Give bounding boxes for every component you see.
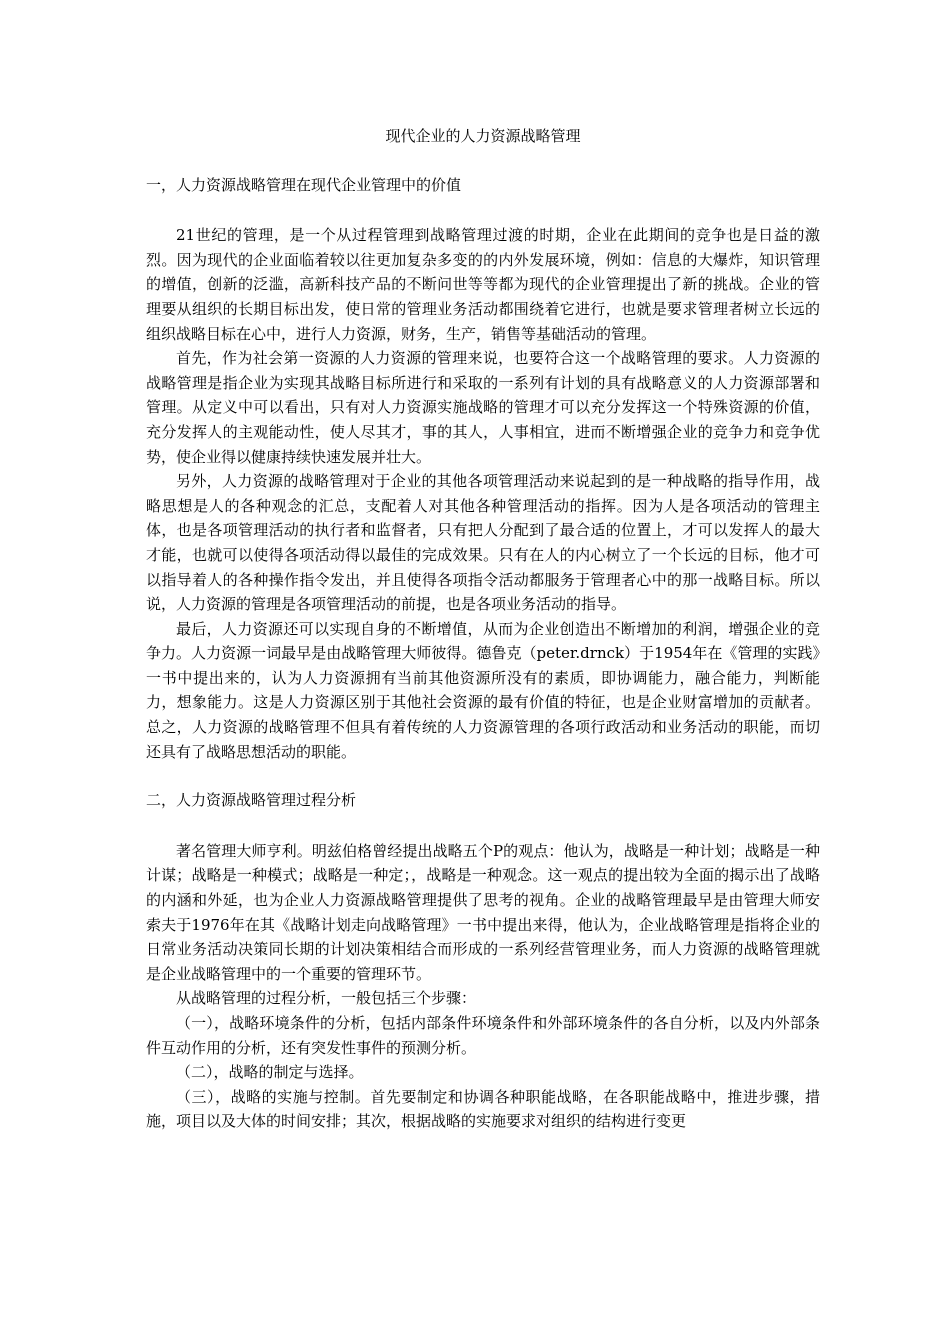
section-heading-1: 一，人力资源战略管理在现代企业管理中的价值: [146, 175, 462, 194]
paragraph: 首先，作为社会第一资源的人力资源的管理来说，也要符合这一个战略管理的要求。人力资源的战略管理是指企业为实现其战略目标所进行和采取的一系列有计划的具有战略意义的人力资源部署和管理。从定义中可以看出，只有对人力资源实施战略的管理才可以充分发挥这一个特殊资源的价值，充分发挥人的主观能动性，使人尽其才，事的其人，人事相宜，进而不断增强企业的竞争力和竞争优势，使企业得以健康持续快速发展并壮大。: [146, 349, 820, 466]
document-body: [146, 124, 820, 1134]
list-item: （一），战略环境条件的分析，包括内部条件环境条件和外部环境条件的各自分析，以及内外部条件互动作用的分析，还有突发性事件的预测分析。: [146, 1014, 820, 1057]
section-heading-2: 二，人力资源战略管理过程分析: [146, 791, 357, 810]
document-title: 现代企业的人力资源战略管理: [385, 127, 581, 145]
paragraph: 最后，人力资源还可以实现自身的不断增值，从而为企业创造出不断增加的利润，增强企业的竞争力。人力资源一词最早是由战略管理大师彼得。德鲁克（peter.drnck）于1954年在《管理的实践》一书中提出来的，认为人力资源拥有当前其他资源所没有的素质，即协调能力，融合能力，判断能力，想象能力。这是人力资源区别于其他社会资源的最有价值的特征，也是企业财富增加的贡献者。总之，人力资源的战略管理不但具有着传统的人力资源管理的各项行政活动和业务活动的职能，而切还具有了战略思想活动的职能。: [146, 619, 820, 761]
paragraph: 从战略管理的过程分析，一般包括三个步骤：: [176, 989, 477, 1008]
paragraph: 另外，人力资源的战略管理对于企业的其他各项管理活动来说起到的是一种战略的指导作用，战略思想是人的各种观念的汇总，支配着人对其他各种管理活动的指挥。因为人是各项活动的管理主体，也是各项管理活动的执行者和监督者，只有把人分配到了最合适的位置上，才可以发挥人的最大才能，也就可以使得各项活动得以最佳的完成效果。只有在人的内心树立了一个长远的目标，他才可以指导着人的各种操作指令发出，并且使得各项指令活动都服务于管理者心中的那一战略目标。所以说，人力资源的管理是各项管理活动的前提，也是各项业务活动的指导。: [146, 472, 820, 614]
paragraph: 著名管理大师亨利。明兹伯格曾经提出战略五个P的观点：他认为，战略是一种计划；战略是一种计谋；战略是一种模式；战略是一种定；，战略是一种观念。这一观点的提出较为全面的揭示出了战略的内涵和外延，也为企业人力资源战略管理提供了思考的视角。企业的战略管理最早是由管理大师安索夫于1976年在其《战略计划走向战略管理》一书中提出来得，他认为，企业战略管理是指将企业的日常业务活动决策同长期的计划决策相结合而形成的一系列经营管理业务，而人力资源的战略管理就是企业战略管理中的一个重要的管理环节。: [146, 841, 820, 983]
paragraph: 21世纪的管理，是一个从过程管理到战略管理过渡的时期，企业在此期间的竞争也是日益的激烈。因为现代的企业面临着较以往更加复杂多变的的内外发展环境，例如：信息的大爆炸，知识管理的增值，创新的泛滥，高新科技产品的不断问世等等都为现代的企业管理提出了新的挑战。企业的管理要从组织的长期目标出发，使日常的管理业务活动都围绕着它进行，也就是要求管理者树立长远的组织战略目标在心中，进行人力资源，财务，生产，销售等基础活动的管理。: [146, 226, 820, 343]
section-spacer: [146, 764, 820, 788]
list-item: （三），战略的实施与控制。首先要制定和协调各种职能战略，在各职能战略中，推进步骤，措施，项目以及大体的时间安排；其次，根据战略的实施要求对组织的结构进行变更: [146, 1087, 820, 1131]
list-item: （二），战略的制定与选择。: [176, 1063, 364, 1082]
